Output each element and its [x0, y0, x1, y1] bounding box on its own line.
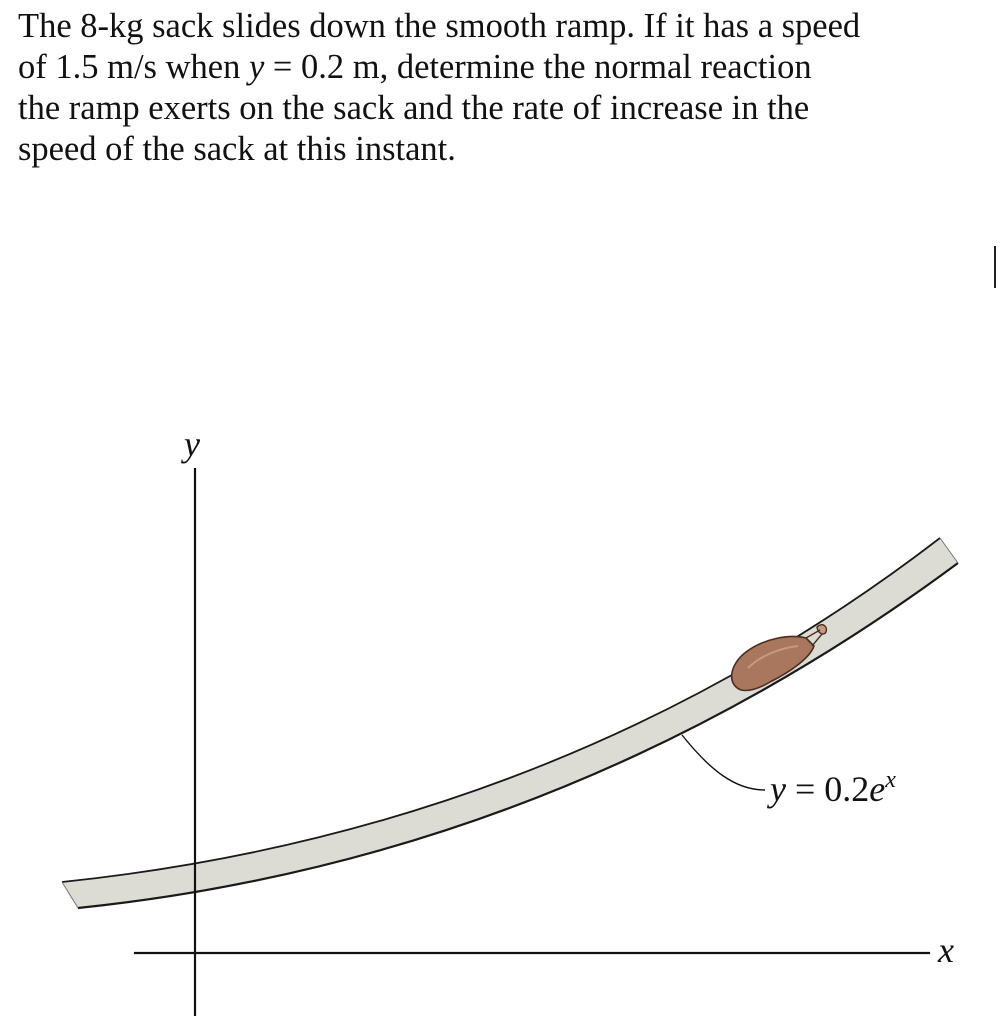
x-axis-label: x [938, 930, 954, 970]
problem-line-2-post: = 0.2 m, determine the normal reaction [264, 48, 812, 86]
problem-line-1: The 8-kg sack slides down the smooth ramp. If it has a speed [18, 7, 861, 45]
problem-line-3: the ramp exerts on the sack and the rate of increase in the [18, 89, 810, 127]
curve-label-base: e [869, 769, 886, 809]
problem-line-2-pre: of 1.5 m/s when [18, 48, 249, 86]
curve-equation-label [767, 767, 896, 809]
curve-label-leader [682, 735, 765, 790]
problem-line-4: speed of the sack at this instant. [18, 130, 456, 168]
y-axis-label: y [184, 424, 200, 464]
ramp-bottom-edge [78, 563, 958, 908]
ramp-top-edge [62, 538, 940, 882]
curve-label-lhs: y [770, 769, 786, 809]
curve-label-eq: = 0.2 [785, 769, 870, 809]
ramp-band [62, 538, 958, 908]
curve-label-exponent: x [885, 767, 896, 793]
problem-variable-y: y [248, 48, 265, 86]
